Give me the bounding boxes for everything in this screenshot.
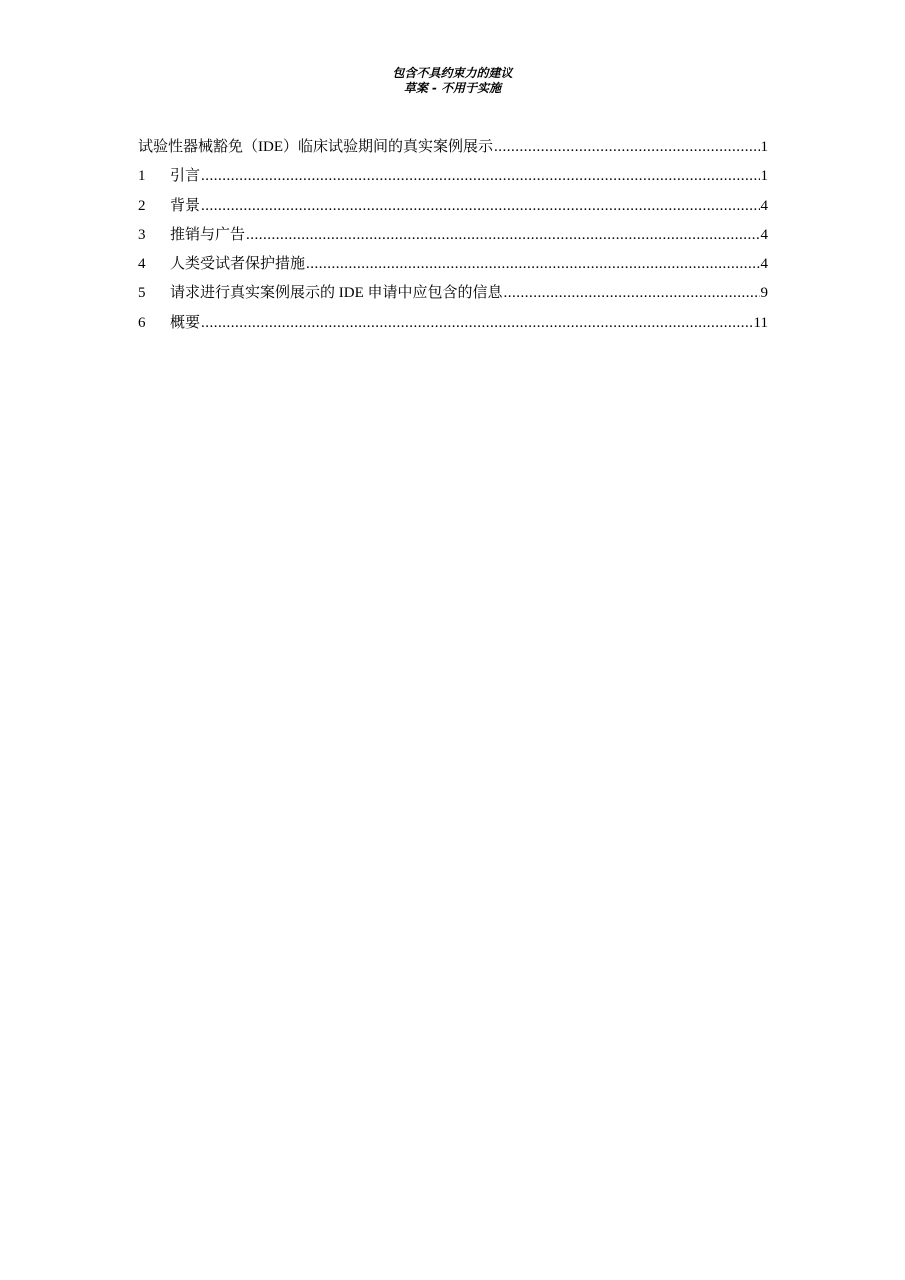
toc-entry[interactable] — [138, 165, 768, 194]
toc-leader-dots — [201, 312, 753, 334]
toc-entry-title[interactable]: 引言 — [170, 168, 201, 185]
toc-entry-number: 3 — [138, 226, 146, 243]
toc-entry-main-title[interactable] — [138, 136, 768, 165]
toc-entry-title[interactable]: 概要 — [170, 314, 201, 331]
toc-entry[interactable] — [138, 282, 768, 311]
toc-leader-dots — [494, 136, 760, 158]
toc-leader-dots — [504, 282, 760, 304]
toc-entry-title[interactable]: 背景 — [170, 197, 201, 214]
toc-entry-page[interactable]: 11 — [753, 314, 768, 331]
header-line-draft: 草案 - 不用于实施 — [403, 81, 502, 95]
toc-entry-title[interactable]: 请求进行真实案例展示的 IDE 申请中应包含的信息 — [170, 285, 503, 302]
toc-leader-dots — [306, 253, 759, 275]
toc-entry[interactable] — [138, 253, 768, 282]
toc-entry-page[interactable]: 1 — [760, 139, 768, 155]
toc-entry-number: 4 — [138, 256, 146, 273]
page-header — [0, 66, 905, 96]
toc-entry-number: 6 — [138, 314, 146, 331]
toc-entry-title[interactable]: 人类受试者保护措施 — [170, 256, 306, 273]
toc-entry-title[interactable]: 推销与广告 — [170, 226, 246, 243]
toc-entry[interactable] — [138, 195, 768, 224]
toc-entry[interactable] — [138, 224, 768, 253]
toc-entry-page[interactable]: 4 — [760, 226, 768, 243]
toc-entry-page[interactable]: 1 — [760, 168, 768, 185]
toc-leader-dots — [201, 165, 759, 187]
toc-entry-title[interactable]: 试验性器械豁免（IDE）临床试验期间的真实案例展示 — [138, 139, 493, 155]
header-line-nonbinding: 包含不具约束力的建议 — [392, 66, 513, 80]
toc-entry[interactable] — [138, 312, 768, 341]
toc-entry-page[interactable]: 4 — [760, 256, 768, 273]
table-of-contents — [138, 136, 768, 341]
toc-entry-number: 2 — [138, 197, 146, 214]
toc-entry-number: 1 — [138, 168, 146, 185]
toc-leader-dots — [201, 195, 759, 217]
toc-entry-page[interactable]: 9 — [760, 285, 768, 302]
toc-entry-number: 5 — [138, 285, 146, 302]
toc-leader-dots — [246, 224, 759, 246]
toc-entry-page[interactable]: 4 — [760, 197, 768, 214]
